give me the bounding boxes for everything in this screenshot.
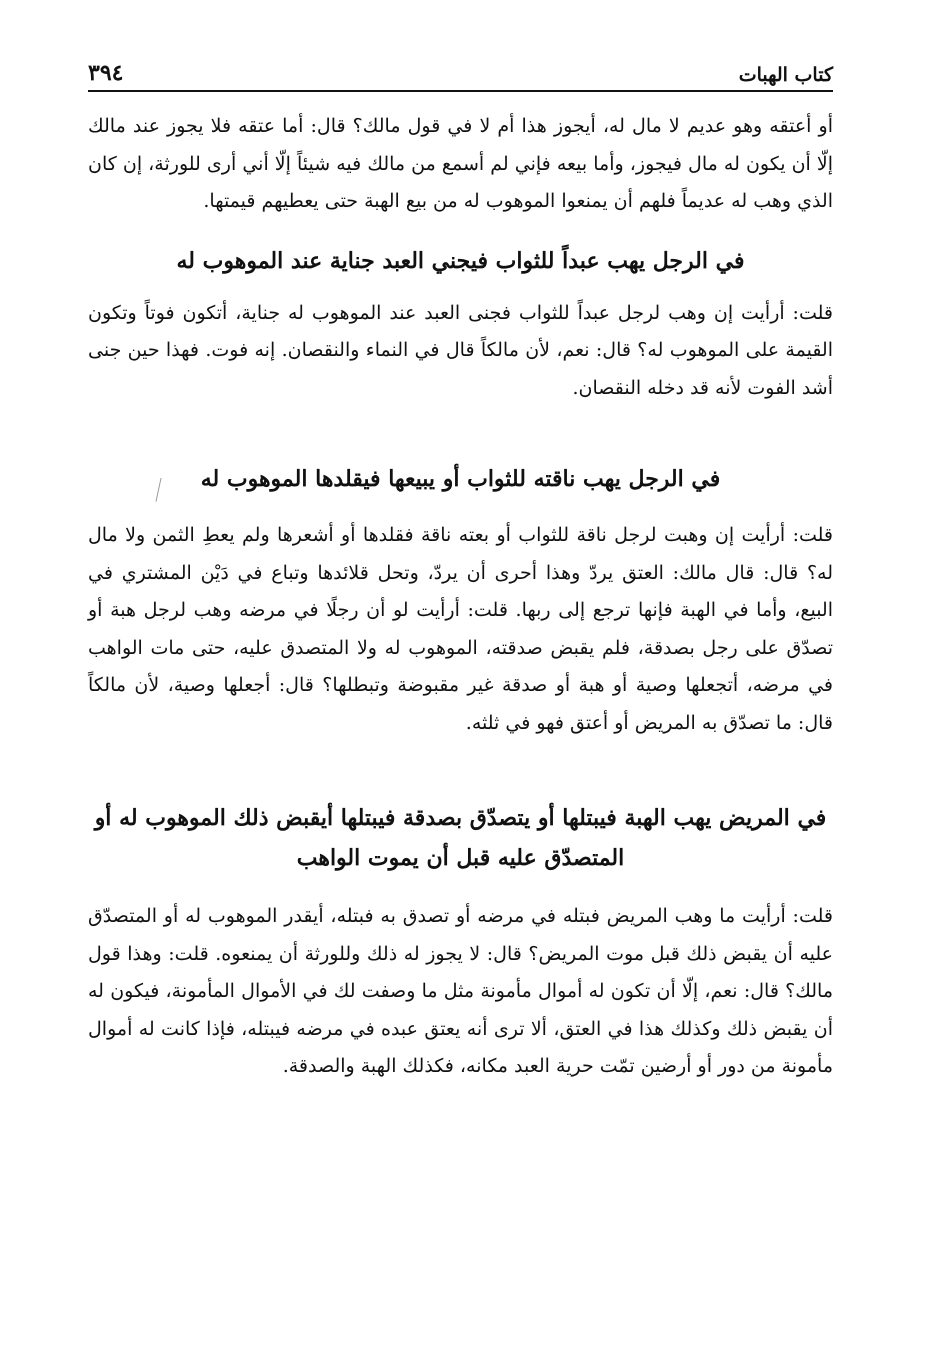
paragraph-continuation: أو أعتقه وهو عديم لا مال له، أيجوز هذا أم لا في قول مالك؟ قال: أما عتقه فلا يجوز عند مالك إلّا أن يكون له مال فيجوز، وأما بيعه فإني لم أسمع من مالك فيه شيئاً إلّا أني أرى للورثة، إن كان الذي وهب له عديماً فلهم أن يمنعوا الموهوب له من بيع الهبة حتى يعطيهم قيمتها. bbox=[88, 115, 833, 212]
page-number: ٣٩٤ bbox=[88, 60, 124, 86]
paragraph-gift-slave: قلت: أرأيت إن وهب لرجل عبداً للثواب فجنى العبد عند الموهوب له جناية، أتكون فوتاً وتكون القيمة على الموهوب له؟ قال: نعم، لأن مالكاً قال في النماء والنقصان. إنه فوت. فهذا حين جنى أشد الفوت لأنه قد دخله النقصان. bbox=[88, 301, 833, 399]
book-title: كتاب الهبات bbox=[738, 64, 833, 86]
book-page bbox=[88, 58, 833, 1086]
section-heading-gift-camel: في الرجل يهب ناقته للثواب أو يبيعها فيقلدها الموهوب له bbox=[200, 466, 721, 492]
running-header bbox=[88, 58, 833, 92]
section-heading-sick-gift: في المريض يهب الهبة فيبتلها أو يتصدّق بصدقة فيبتلها أيقبض ذلك الموهوب له أو المتصدّق عليه قبل أن يموت الواهب bbox=[94, 805, 827, 871]
paragraph-sick-gift: قلت: أرأيت ما وهب المريض فبتله في مرضه أو تصدق به فبتله، أيقدر الموهوب له أو المتصدّق عليه أن يقبض ذلك قبل موت المريض؟ قال: لا يجوز له ذلك وللورثة أن يمنعوه. قلت: وهذا قول مالك؟ قال: نعم، إلّا أن تكون له أموال مأمونة مثل ما وصفت لك في الأموال المأمونة، فيكون له أن يقبض ذلك وكذلك هذا في العتق، ألا ترى أنه يعتق عبده في مرضه فيبتله، فإذا كانت له أموال مأمونة من دور أو أرضين تمّت حرية العبد مكانه، فكذلك الهبة والصدقة. bbox=[88, 905, 833, 1077]
section-heading-gift-slave: في الرجل يهب عبداً للثواب فيجني العبد جناية عند الموهوب له bbox=[176, 247, 745, 274]
paragraph-gift-camel: قلت: أرأيت إن وهبت لرجل ناقة للثواب أو بعته ناقة فقلدها أو أشعرها ولم يعطِ الثمن ولا مال له؟ قال: قال مالك: العتق يردّ وهذا أحرى أن يردّ، وتحل قلائدها وتباع في دَيْن المشتري في البيع، وأما في الهبة فإنها ترجع إلى ربها. قلت: أرأيت لو أن رجلًا في مرضه وهب لرجل هبة أو تصدّق على رجل بصدقة، فلم يقبض صدقته، الموهوب له ولا المتصدق عليه، حتى مات الواهب في مرضه، أتجعلها وصية أو هبة أو صدقة غير مقبوضة وتبطلها؟ قال: أجعلها وصية، لأن مالكاً قال: ما تصدّق به المريض أو أعتق فهو في ثلثه. bbox=[88, 524, 833, 734]
